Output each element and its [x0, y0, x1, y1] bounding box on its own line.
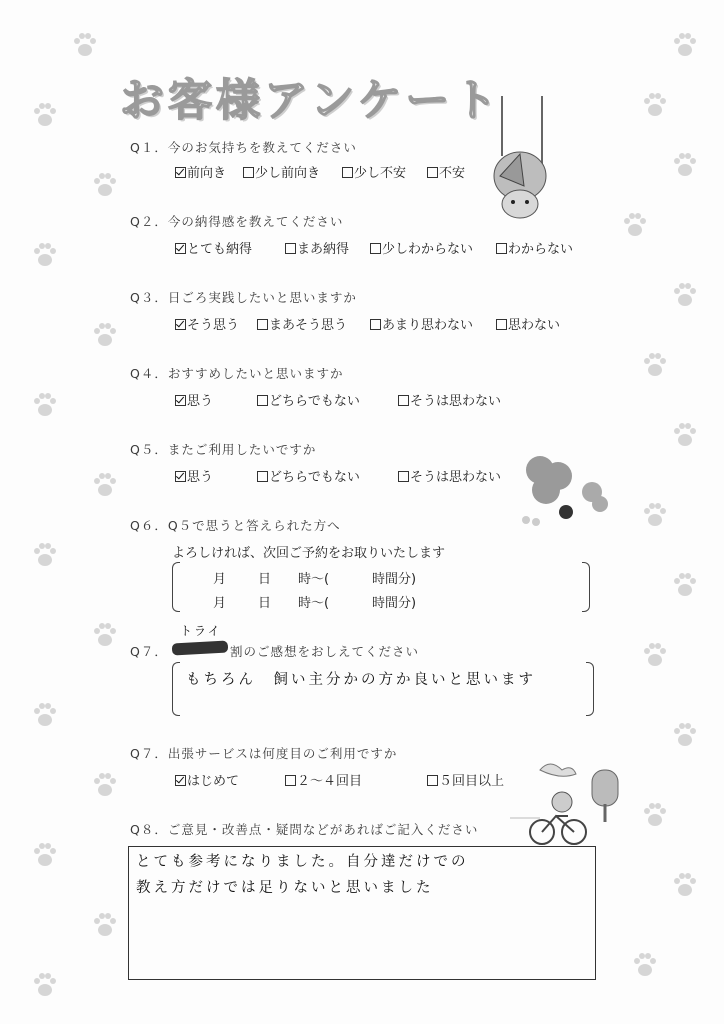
checkbox[interactable] — [427, 775, 438, 786]
option-label: 思わない — [508, 318, 561, 333]
q5-option[interactable] — [398, 466, 501, 485]
q1-option[interactable] — [342, 162, 406, 181]
q3-option[interactable] — [496, 314, 560, 333]
checkbox-checked[interactable] — [175, 243, 186, 254]
q4-label: Q４．おすすめしたいと思いますか — [130, 366, 344, 381]
q8-label: Q８．ご意見・改善点・疑問などがあればご記入ください — [130, 822, 479, 837]
option-label: ５回目以上 — [439, 774, 505, 789]
option-label: はじめて — [187, 774, 240, 789]
paw-print-icon — [670, 280, 700, 310]
bracket-right — [582, 562, 590, 612]
paw-print-icon — [30, 840, 60, 870]
option-label: どちらでもない — [269, 470, 360, 485]
q7b-option[interactable] — [427, 770, 504, 789]
checkbox[interactable] — [342, 167, 353, 178]
checkbox-checked[interactable] — [175, 167, 186, 178]
checkbox[interactable] — [427, 167, 438, 178]
option-label: 思う — [187, 394, 214, 409]
q3-label: Q３．日ごろ実践したいと思いますか — [130, 290, 357, 305]
option-label: 少し前向き — [255, 166, 321, 181]
option-label: そうは思わない — [410, 470, 502, 485]
q5-option[interactable] — [175, 466, 213, 485]
option-label: 思う — [187, 470, 214, 485]
paw-print-icon — [640, 640, 670, 670]
q4-option[interactable] — [175, 390, 213, 409]
q7b-label: Q７．出張サービスは何度目のご利用ですか — [130, 746, 398, 761]
duration-label: 時間分) — [372, 596, 417, 611]
q8-answer-line1: とても参考になりました。自分達だけでの — [136, 854, 469, 870]
checkbox[interactable] — [257, 319, 268, 330]
checkbox[interactable] — [285, 775, 296, 786]
q5-label: Q５．またご利用したいですか — [130, 442, 317, 457]
option-label: ２〜４回目 — [297, 774, 363, 789]
checkbox[interactable] — [496, 319, 507, 330]
paw-print-icon — [90, 170, 120, 200]
option-label: まあそう思う — [269, 318, 348, 333]
paw-print-icon — [30, 700, 60, 730]
q3-option[interactable] — [370, 314, 473, 333]
paw-print-icon — [30, 240, 60, 270]
option-label: 少しわからない — [382, 242, 474, 257]
paw-print-icon — [90, 620, 120, 650]
q4-option[interactable] — [257, 390, 360, 409]
bracket-left — [172, 562, 180, 612]
checkbox[interactable] — [398, 471, 409, 482]
paw-print-icon — [90, 320, 120, 350]
q1-label: Q１．今のお気持ちを教えてください — [130, 140, 357, 155]
checkbox[interactable] — [370, 243, 381, 254]
paw-print-icon — [90, 470, 120, 500]
month-label: 月 — [213, 596, 227, 611]
month-label: 月 — [213, 572, 227, 587]
paw-print-icon — [640, 800, 670, 830]
q2-option[interactable] — [175, 238, 252, 257]
q2-label: Q２．今の納得感を教えてください — [130, 214, 344, 229]
checkbox[interactable] — [285, 243, 296, 254]
checkbox[interactable] — [370, 319, 381, 330]
paw-print-icon — [640, 500, 670, 530]
q7b-option[interactable] — [285, 770, 362, 789]
clover-bird-illustration — [514, 448, 614, 538]
q7b-option[interactable] — [175, 770, 239, 789]
option-label: あまり思わない — [382, 318, 474, 333]
paw-print-icon — [630, 950, 660, 980]
paw-print-icon — [30, 390, 60, 420]
q2-option[interactable] — [496, 238, 573, 257]
checkbox[interactable] — [496, 243, 507, 254]
handwritten-correction: トライ — [180, 624, 222, 638]
paw-print-icon — [640, 90, 670, 120]
checkbox-checked[interactable] — [175, 319, 186, 330]
option-label: そうは思わない — [410, 394, 502, 409]
paw-print-icon — [30, 100, 60, 130]
q8-answer-line2: 教え方だけでは足りないと思いました — [136, 880, 434, 896]
checkbox-checked[interactable] — [175, 395, 186, 406]
page-title: お客様アンケート — [120, 75, 502, 126]
q5-option[interactable] — [257, 466, 360, 485]
q1-option[interactable] — [175, 162, 226, 181]
q6-sublabel: よろしければ、次回ご予約をお取りいたします — [172, 546, 446, 561]
paw-print-icon — [670, 720, 700, 750]
paw-print-icon — [670, 30, 700, 60]
day-label: 日 — [258, 596, 272, 611]
q3-option[interactable] — [257, 314, 347, 333]
paw-print-icon — [90, 770, 120, 800]
paw-print-icon — [640, 350, 670, 380]
checkbox[interactable] — [243, 167, 254, 178]
paw-print-icon — [670, 870, 700, 900]
checkbox-checked[interactable] — [175, 471, 186, 482]
duration-label: 時間分) — [372, 572, 417, 587]
option-label: 前向き — [187, 166, 227, 181]
q1-option[interactable] — [427, 162, 465, 181]
checkbox[interactable] — [398, 395, 409, 406]
option-label: そう思う — [187, 318, 240, 333]
paw-print-icon — [90, 910, 120, 940]
checkbox-checked[interactable] — [175, 775, 186, 786]
q7a-answer[interactable]: もちろん 飼い主分かの方か良いと思います — [186, 672, 536, 688]
scribbled-out-text — [172, 641, 229, 656]
option-label: とても納得 — [187, 242, 253, 257]
bracket-left — [172, 662, 180, 716]
q2-option[interactable] — [370, 238, 473, 257]
paw-print-icon — [30, 540, 60, 570]
paw-print-icon — [670, 420, 700, 450]
option-label: どちらでもない — [269, 394, 360, 409]
option-label: 不安 — [439, 166, 466, 181]
hanging-bear-illustration — [480, 96, 560, 226]
q4-option[interactable] — [398, 390, 501, 409]
bicycle-cat-illustration — [510, 756, 630, 846]
option-label: わからない — [508, 242, 574, 257]
paw-print-icon — [620, 210, 650, 240]
paw-print-icon — [70, 30, 100, 60]
time-label: 時〜( — [298, 572, 330, 587]
q7a-label-prefix: Q７． — [130, 644, 168, 659]
q6-label: Q６．Q５で思うと答えられた方へ — [130, 518, 341, 533]
paw-print-icon — [670, 150, 700, 180]
paw-print-icon — [670, 570, 700, 600]
q3-option[interactable] — [175, 314, 239, 333]
paw-print-icon — [30, 970, 60, 1000]
time-label: 時〜( — [298, 596, 330, 611]
option-label: 少し不安 — [354, 166, 407, 181]
q7a-label-suffix: 割のご感想をおしえてください — [230, 644, 420, 659]
checkbox[interactable] — [257, 395, 268, 406]
checkbox[interactable] — [257, 471, 268, 482]
q2-option[interactable] — [285, 238, 349, 257]
bracket-right — [586, 662, 594, 716]
option-label: まあ納得 — [297, 242, 350, 257]
q1-option[interactable] — [243, 162, 320, 181]
day-label: 日 — [258, 572, 272, 587]
